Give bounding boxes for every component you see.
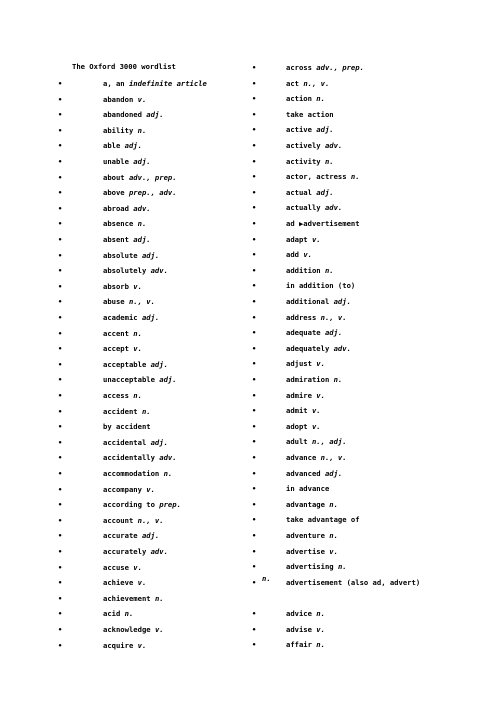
entry-headword: unable: [103, 157, 129, 166]
entry-part-of-speech: adv.: [333, 343, 351, 353]
entry-headword: in addition (to): [286, 281, 356, 291]
bullet-icon: •: [58, 485, 63, 494]
bullet-icon: •: [252, 220, 257, 228]
entry-headword: active: [286, 125, 312, 135]
bullet-icon: •: [252, 391, 257, 400]
bullet-icon: •: [58, 204, 63, 213]
entry-word: [103, 218, 146, 230]
entry-part-of-speech: indefinite article: [128, 79, 207, 88]
entry-part-of-speech: v.: [316, 359, 325, 369]
entry-part-of-speech: n.: [137, 125, 147, 135]
entry-headword: advance: [286, 453, 317, 462]
entry-headword: acid: [103, 609, 121, 619]
entry-word: [103, 593, 164, 605]
entry-word: [103, 156, 151, 168]
entry-part-of-speech: n.: [137, 219, 147, 229]
entry-headword: absorb: [103, 281, 129, 291]
bullet-icon: •: [58, 360, 63, 369]
entry-headword: absence: [103, 219, 134, 229]
entry-word: [286, 280, 355, 292]
entry-word: [286, 514, 360, 526]
entry-part-of-speech: adj.: [324, 328, 343, 338]
entry-word: [103, 546, 168, 558]
entry-part-of-speech: n., v.: [320, 453, 347, 462]
entry-headword: actively: [286, 141, 321, 150]
entry-headword: academic: [103, 313, 138, 322]
bullet-icon: •: [58, 95, 63, 104]
bullet-icon: •: [58, 126, 63, 135]
entry-headword: above: [103, 188, 125, 198]
entry-headword: add: [286, 250, 299, 260]
entry-word: [103, 78, 207, 90]
bullet-icon: •: [58, 594, 63, 603]
entry-word: [286, 296, 351, 308]
entry-part-of-speech: n.: [329, 531, 338, 540]
entry-headword: acceptable: [103, 359, 147, 369]
bullet-icon: •: [58, 454, 63, 463]
entry-part-of-speech: n.: [163, 469, 173, 478]
entry-word: [103, 608, 133, 620]
entry-headword: adjust: [286, 359, 312, 369]
entry-word: [286, 405, 321, 417]
entry-word: [286, 452, 347, 464]
bullet-icon: •: [252, 360, 257, 369]
entry-word: [286, 234, 321, 246]
entry-headword: achievement: [103, 593, 151, 603]
entry-part-of-speech: adj.: [146, 110, 164, 120]
bullet-icon: •: [252, 329, 257, 338]
entry-headword: advanced: [286, 468, 321, 478]
entry-part-of-speech: adv., prep.: [316, 63, 364, 72]
entry-word: [103, 640, 146, 652]
bullet-icon: •: [58, 142, 63, 151]
entry-word: [286, 78, 329, 90]
entry-part-of-speech: adj.: [150, 437, 168, 447]
entry-part-of-speech: v.: [316, 390, 325, 400]
entry-part-of-speech: v.: [316, 624, 325, 634]
entry-part-of-speech: adj.: [150, 359, 168, 369]
bullet-icon: •: [252, 516, 257, 525]
entry-word: [286, 468, 342, 480]
entry-word: [103, 468, 172, 480]
bullet-icon: •: [58, 626, 63, 634]
entry-word: [286, 62, 364, 74]
entry-word: [286, 499, 338, 511]
bullet-icon: •: [252, 313, 257, 322]
bullet-icon: •: [252, 79, 257, 88]
bullet-icon: •: [252, 64, 257, 72]
bullet-icon: •: [58, 532, 63, 541]
entry-headword: acknowledge: [103, 625, 151, 634]
entry-word: [286, 530, 338, 542]
entry-headword: by accident: [103, 422, 151, 432]
entry-headword: achieve: [103, 578, 134, 588]
entry-headword: adequately: [286, 343, 330, 353]
entry-headword: about: [103, 172, 125, 182]
wrapped-part-of-speech: n.: [262, 574, 271, 583]
entry-part-of-speech: adv.: [159, 453, 177, 463]
bullet-icon: •: [252, 251, 257, 260]
entry-part-of-speech: n., v.: [137, 515, 164, 525]
entry-word: [103, 328, 142, 340]
entry-word: [103, 94, 146, 106]
entry-word: [103, 530, 159, 542]
entry-word: [103, 624, 164, 636]
entry-word: [103, 296, 155, 308]
bullet-icon: •: [252, 641, 257, 650]
entry-headword: adopt: [286, 421, 308, 431]
entry-word: [286, 312, 347, 324]
entry-part-of-speech: adj.: [133, 157, 151, 166]
entry-headword: according to: [103, 500, 155, 510]
entry-headword: abroad: [103, 203, 129, 213]
entry-part-of-speech: v.: [154, 625, 164, 634]
bullet-icon: •: [252, 157, 257, 166]
entry-part-of-speech: n.: [124, 609, 134, 619]
entry-headword: absent: [103, 235, 129, 244]
bullet-icon: •: [252, 282, 257, 291]
entry-headword: in advance: [286, 484, 330, 494]
bullet-icon: •: [252, 422, 257, 431]
entry-part-of-speech: n.: [316, 609, 325, 618]
entry-part-of-speech: n.: [324, 265, 334, 275]
entry-headword: unacceptable: [103, 375, 155, 385]
entry-part-of-speech: adv.: [150, 547, 168, 556]
entry-part-of-speech: prep., adv.: [128, 188, 177, 198]
bullet-icon: •: [58, 563, 63, 572]
entry-headword: a, an: [103, 79, 125, 88]
bullet-icon: •: [252, 625, 257, 634]
entry-headword: admit: [286, 406, 308, 416]
entry-headword: accent: [103, 328, 129, 338]
entry-headword: action: [286, 94, 312, 104]
entry-word: [286, 140, 342, 152]
entry-word: [103, 203, 151, 215]
entry-headword: admiration: [286, 375, 330, 384]
entry-headword: access: [103, 391, 129, 400]
entry-part-of-speech: adj.: [324, 468, 343, 478]
entry-part-of-speech: adj.: [333, 297, 351, 306]
entry-part-of-speech: adv.: [324, 141, 343, 150]
bullet-icon: •: [252, 610, 257, 618]
entry-word: [286, 546, 338, 558]
entry-part-of-speech: adj.: [316, 187, 334, 197]
entry-word: [286, 561, 347, 573]
entry-headword: advertisement (also ad, advert): [286, 577, 421, 587]
bullet-icon: •: [252, 438, 257, 447]
bullet-icon: •: [252, 204, 257, 213]
entry-headword: ability: [103, 125, 134, 135]
entry-part-of-speech: n.: [337, 562, 347, 572]
entry-part-of-speech: adj.: [124, 141, 142, 151]
bullet-icon: •: [252, 485, 257, 494]
bullet-icon: •: [252, 469, 257, 478]
bullet-icon: •: [58, 251, 63, 260]
bullet-icon: •: [58, 329, 63, 338]
bullet-icon: •: [58, 470, 63, 478]
entry-word: [103, 484, 155, 496]
entry-headword: able: [103, 141, 121, 151]
entry-headword: adapt: [286, 234, 308, 244]
entry-word: [103, 390, 142, 402]
entry-word: [286, 390, 325, 402]
entry-word: [103, 515, 164, 527]
entry-word: [286, 109, 334, 121]
bullet-icon: •: [252, 563, 257, 572]
bullet-icon: •: [252, 532, 257, 540]
entry-part-of-speech: v.: [311, 234, 321, 244]
entry-word: [286, 577, 420, 589]
entry-part-of-speech: adj.: [141, 313, 160, 322]
entry-word: [286, 483, 329, 495]
bullet-icon: •: [58, 423, 63, 432]
entry-part-of-speech: n., v.: [303, 78, 330, 88]
entry-part-of-speech: n.: [133, 391, 142, 400]
entry-part-of-speech: v.: [133, 344, 142, 354]
entry-part-of-speech: n., v.: [320, 312, 347, 322]
bullet-icon: •: [252, 578, 257, 587]
bullet-icon: •: [252, 126, 257, 135]
entry-part-of-speech: v.: [311, 406, 321, 416]
bullet-icon: •: [58, 438, 63, 447]
entry-headword: account: [103, 515, 134, 525]
entry-headword: additional: [286, 297, 330, 306]
entry-word: [286, 202, 342, 214]
entry-part-of-speech: n.: [350, 172, 360, 182]
entry-part-of-speech: n.: [324, 156, 334, 166]
bullet-icon: •: [58, 282, 63, 291]
entry-part-of-speech: n., v.: [128, 297, 155, 307]
entry-word: [103, 125, 146, 137]
entry-headword: advantage: [286, 499, 325, 509]
entry-headword: take action: [286, 109, 334, 119]
entry-part-of-speech: adv.: [133, 203, 151, 213]
bullet-icon: •: [58, 314, 63, 322]
entry-headword: actually: [286, 203, 321, 213]
bullet-icon: •: [252, 344, 257, 353]
entry-part-of-speech: v.: [137, 578, 147, 588]
entry-word: [103, 452, 177, 464]
entry-headword: affair: [286, 640, 312, 650]
entry-word: [103, 234, 151, 246]
entry-headword: take advantage of: [286, 515, 360, 525]
entry-word: [286, 171, 360, 183]
entry-part-of-speech: n.: [133, 328, 142, 338]
bullet-icon: •: [58, 641, 63, 650]
bullet-icon: •: [252, 95, 257, 104]
entry-word: [103, 359, 168, 371]
entry-word: [103, 421, 151, 433]
entry-word: [286, 374, 342, 386]
entry-headword: act: [286, 78, 299, 88]
entry-part-of-speech: n.: [316, 94, 325, 104]
bullet-icon: •: [252, 298, 257, 306]
entry-word: [286, 624, 325, 636]
entry-word: [103, 374, 177, 386]
bullet-icon: •: [252, 376, 257, 384]
entry-part-of-speech: n.: [333, 375, 343, 384]
entry-word: [103, 562, 142, 574]
entry-headword: actual: [286, 187, 312, 197]
bullet-icon: •: [58, 111, 63, 120]
entry-word: [103, 250, 159, 262]
entry-part-of-speech: n.: [141, 406, 151, 416]
bullet-icon: •: [58, 516, 63, 525]
bullet-icon: •: [252, 547, 257, 556]
entry-headword: accidental: [103, 437, 147, 447]
bullet-icon: •: [58, 236, 63, 244]
entry-part-of-speech: n.: [154, 593, 164, 603]
entry-word: [286, 93, 325, 105]
entry-word: [103, 406, 151, 418]
entry-headword: advice: [286, 609, 312, 618]
entry-headword: abandoned: [103, 110, 142, 120]
entry-word: [286, 265, 334, 277]
bullet-icon: •: [58, 298, 63, 307]
entry-part-of-speech: v.: [303, 250, 312, 260]
entry-word: [286, 249, 312, 261]
bullet-icon: •: [58, 345, 63, 354]
entry-word: [103, 265, 168, 277]
entry-part-of-speech: v.: [133, 281, 142, 291]
entry-word: [286, 421, 321, 433]
entry-headword: addition: [286, 265, 321, 275]
entry-headword: accept: [103, 344, 129, 354]
entry-headword: acquire: [103, 640, 134, 650]
entry-headword: admire: [286, 390, 312, 400]
bullet-icon: •: [58, 376, 63, 385]
entry-headword: advise: [286, 624, 312, 634]
entry-word: [286, 218, 360, 230]
bullet-icon: •: [252, 266, 257, 275]
entry-headword: accompany: [103, 484, 142, 494]
bullet-icon: •: [58, 158, 63, 166]
entry-part-of-speech: adj.: [316, 125, 334, 135]
bullet-icon: •: [252, 142, 257, 150]
entry-headword: absolute: [103, 250, 138, 260]
entry-word: [286, 187, 334, 199]
bullet-icon: •: [58, 579, 63, 588]
entry-headword: actor, actress: [286, 172, 347, 182]
entry-part-of-speech: v.: [329, 546, 338, 556]
bullet-icon: •: [252, 407, 257, 416]
entry-part-of-speech: v.: [146, 484, 155, 494]
entry-word: [103, 281, 142, 293]
bullet-icon: •: [252, 188, 257, 197]
entry-part-of-speech: v.: [311, 421, 321, 431]
entry-word: [103, 437, 168, 449]
entry-part-of-speech: adv.: [324, 203, 343, 213]
entry-word: [103, 109, 164, 121]
entry-headword: ad ▶advertisement: [286, 219, 360, 228]
entry-headword: absolutely: [103, 266, 147, 276]
bullet-icon: •: [252, 110, 257, 119]
bullet-icon: •: [58, 610, 63, 619]
entry-part-of-speech: adj.: [133, 235, 151, 244]
bullet-icon: •: [58, 220, 63, 229]
entry-part-of-speech: n.: [316, 640, 325, 650]
entry-headword: adequate: [286, 328, 321, 338]
entry-word: [286, 358, 325, 370]
bullet-icon: •: [58, 407, 63, 416]
entry-word: [103, 187, 177, 199]
bullet-icon: •: [58, 173, 63, 182]
entry-headword: accommodation: [103, 469, 160, 478]
bullet-icon: •: [252, 454, 257, 462]
entry-headword: accident: [103, 406, 138, 416]
entry-word: [286, 156, 334, 168]
entry-part-of-speech: adv.: [150, 266, 168, 276]
entry-word: [286, 124, 334, 136]
bullet-icon: •: [58, 189, 63, 198]
entry-word: [103, 172, 177, 184]
entry-word: [286, 436, 347, 448]
entry-part-of-speech: prep.: [159, 500, 181, 510]
entry-word: [103, 577, 146, 589]
entry-headword: accuse: [103, 562, 129, 572]
entry-part-of-speech: v.: [137, 94, 147, 104]
entry-word: [103, 312, 159, 324]
entry-headword: accidentally: [103, 453, 155, 463]
entry-headword: advertise: [286, 546, 325, 556]
bullet-icon: •: [252, 500, 257, 509]
bullet-icon: •: [252, 235, 257, 244]
entry-headword: abandon: [103, 94, 134, 104]
page-title: The Oxford 3000 wordlist: [72, 62, 176, 71]
entry-headword: adventure: [286, 531, 325, 540]
entry-word: [286, 327, 342, 339]
entry-part-of-speech: adj.: [141, 531, 160, 541]
entry-headword: activity: [286, 156, 321, 166]
entry-word: [286, 639, 325, 651]
entry-word: [286, 343, 351, 355]
entry-word: [103, 140, 142, 152]
entry-part-of-speech: n., adj.: [311, 437, 347, 447]
entry-part-of-speech: n.: [329, 499, 338, 509]
entry-part-of-speech: v.: [133, 562, 142, 572]
entry-part-of-speech: adj.: [141, 250, 160, 260]
entry-part-of-speech: adv., prep.: [128, 172, 177, 182]
bullet-icon: •: [58, 80, 63, 88]
entry-headword: abuse: [103, 297, 125, 307]
entry-headword: advertising: [286, 562, 334, 572]
bullet-icon: •: [58, 267, 63, 276]
bullet-icon: •: [58, 548, 63, 556]
entry-headword: adult: [286, 437, 308, 447]
entry-part-of-speech: v.: [137, 640, 147, 650]
bullet-icon: •: [58, 392, 63, 400]
entry-word: [286, 608, 325, 620]
entry-headword: accurate: [103, 531, 138, 541]
entry-headword: address: [286, 312, 317, 322]
entry-word: [103, 343, 142, 355]
bullet-icon: •: [58, 501, 63, 510]
bullet-icon: •: [252, 173, 257, 182]
entry-headword: across: [286, 63, 312, 72]
entry-headword: accurately: [103, 547, 147, 556]
entry-part-of-speech: adj.: [159, 375, 177, 385]
entry-word: [103, 499, 181, 511]
